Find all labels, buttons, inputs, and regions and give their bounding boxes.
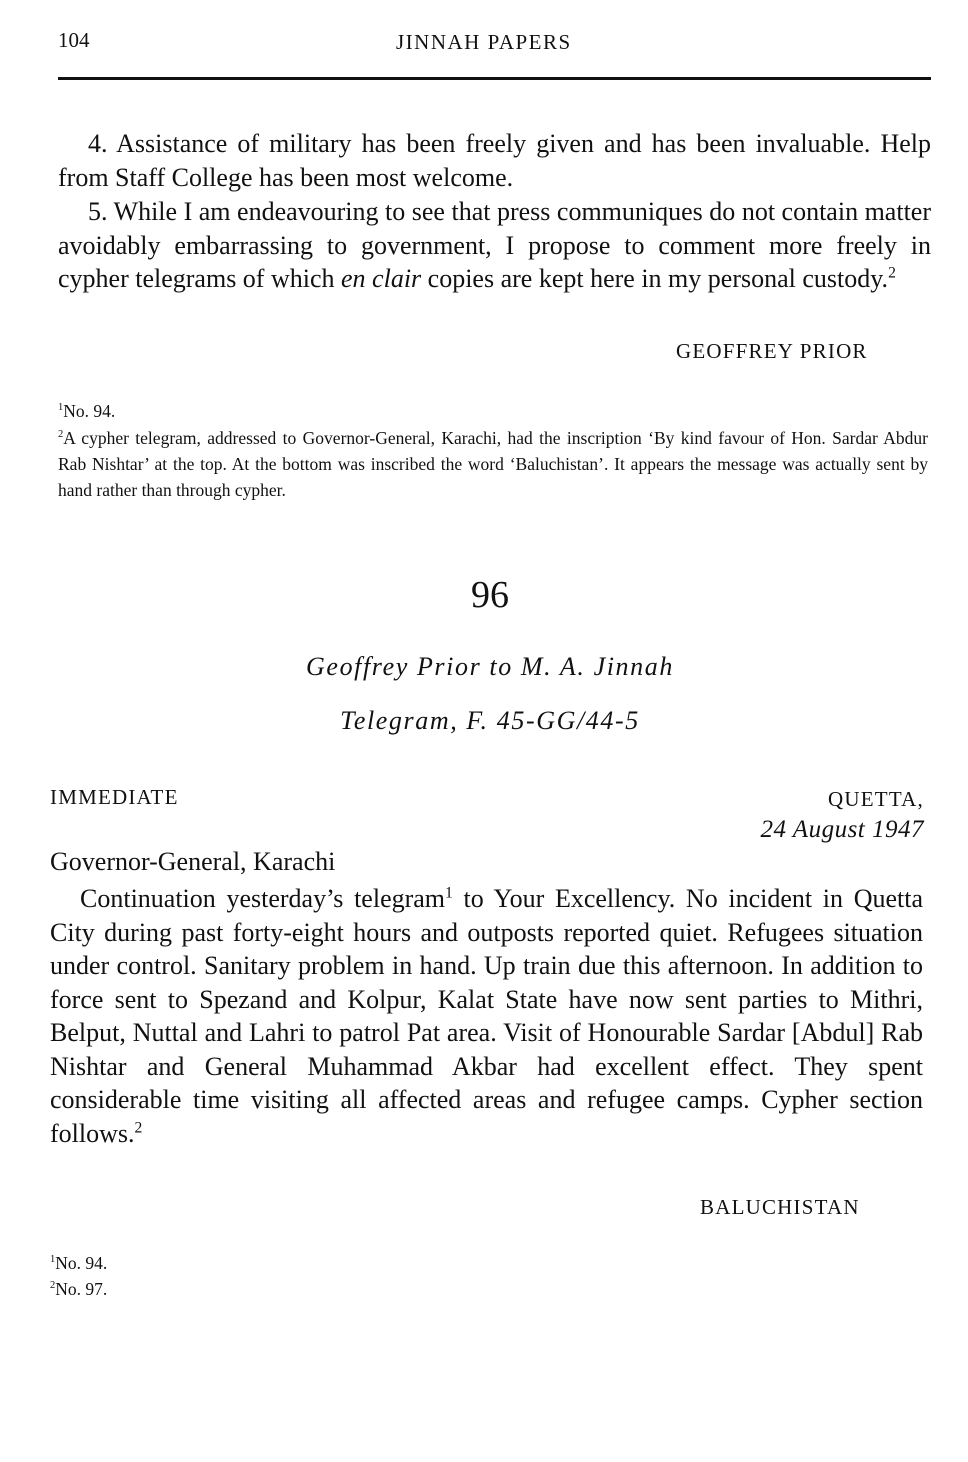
paragraph-4 xyxy=(58,127,931,194)
footnote-2-text: A cypher telegram, addressed to Governor-General, Karachi, had the inscription ‘By kind favour of Hon. Sardar Abdur Rab Nishtar’ at the top. At the bottom was inscribed the word ‘Baluchistan’. It appears the message was actually sent by hand rather than through cypher. xyxy=(58,428,928,500)
priority-label: IMMEDIATE xyxy=(50,785,179,809)
paragraph-5-italic-phrase: en clair xyxy=(341,264,422,293)
document-number: 96 xyxy=(471,574,509,616)
document-from-to: Geoffrey Prior to M. A. Jinnah xyxy=(306,652,674,681)
telegram-footnote-ref-1: 1 xyxy=(445,884,453,902)
paragraph-5-text-start: 5. While I am endeavouring to see that press communiques do not contain matter avoidably embarrassing to government, I propose to comment more freely in cypher telegrams of which xyxy=(58,197,931,293)
telegram-body-start: Continuation yesterday’s telegram xyxy=(80,884,446,913)
addressee: Governor-General, Karachi xyxy=(50,847,336,876)
footnote-1-mark: 1 xyxy=(58,402,64,414)
footnote-1 xyxy=(58,398,115,424)
telegram-body-rest: to Your Excellency. No incident in Quetta City during past forty-eight hours and outposts reported quiet. Refugees situation under control. Sanitary problem in hand. Up train due this afternoon. In addition to force sent to Spezand and Kolpur, Kalat State have now sent parties to Mithri, Belput, Nuttal and Lahri to patrol Pat area. Visit of Honourable Sardar [Abdul] Rab Nishtar and General Muhammad Akbar had excellent effect. They spent considerable time visiting all affected areas and refugee camps. Cypher section follows. xyxy=(50,884,924,1148)
paragraph-4-text: 4. Assistance of military has been freely given and has been invaluable. Help from Staff College has been most welcome. xyxy=(58,129,931,192)
dateline-date: 24 August 1947 xyxy=(760,816,924,843)
page-header xyxy=(58,26,930,66)
footnote-2-mark: 2 xyxy=(58,429,64,441)
telegram-footnote-2-text: No. 97. xyxy=(55,1279,108,1299)
header-rule xyxy=(58,77,931,80)
telegram-footnote-1-mark: 1 xyxy=(50,1254,56,1266)
running-title: JINNAH PAPERS xyxy=(396,30,572,54)
page-number: 104 xyxy=(58,28,90,52)
signature-geoffrey-prior: GEOFFREY PRIOR xyxy=(676,339,868,363)
document-reference: Telegram, F. 45-GG/44-5 xyxy=(340,706,640,735)
telegram-footnote-1 xyxy=(50,1250,107,1276)
footnote-1-text: No. 94. xyxy=(63,401,116,421)
footnote-ref-2: 2 xyxy=(888,264,896,282)
telegram-footnote-1-text: No. 94. xyxy=(55,1253,108,1273)
paragraph-5 xyxy=(58,195,931,296)
paragraph-5-text-end: copies are kept here in my personal custody. xyxy=(421,264,889,293)
telegram-body xyxy=(50,882,923,1150)
footnote-2 xyxy=(58,425,928,503)
telegram-footnote-2-mark: 2 xyxy=(50,1280,56,1292)
telegram-footnote-ref-2: 2 xyxy=(134,1118,143,1136)
signature-baluchistan: BALUCHISTAN xyxy=(700,1195,860,1219)
telegram-footnote-2 xyxy=(50,1276,107,1302)
dateline-place: QUETTA, xyxy=(828,787,924,811)
